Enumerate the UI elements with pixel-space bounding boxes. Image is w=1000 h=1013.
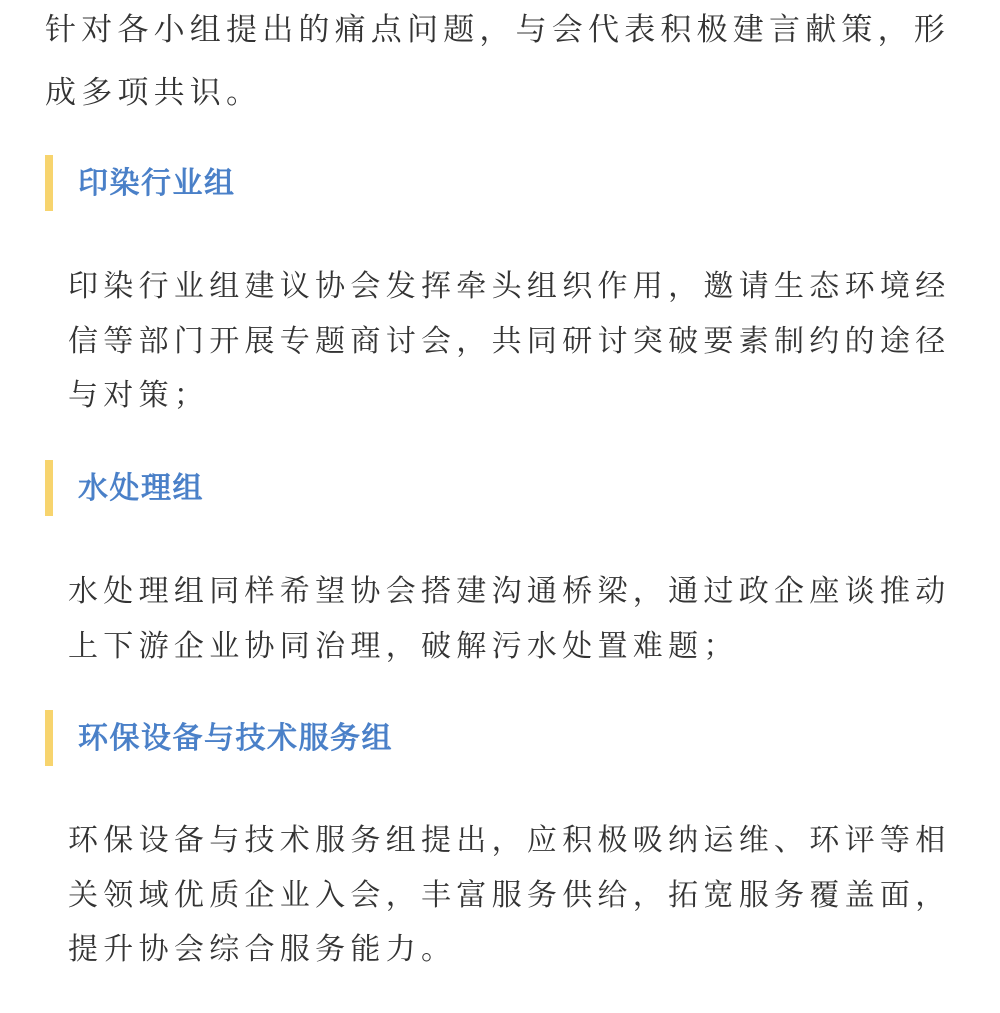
section-body-water-treatment: 水处理组同样希望协会搭建沟通桥梁，通过政企座谈推动上下游企业协同治理，破解污水处置难题； [68,574,951,664]
section-heading-text: 印染行业组 [78,166,236,201]
heading-accent-bar [45,155,53,211]
heading-accent-bar [45,460,53,516]
section-heading-text: 环保设备与技术服务组 [78,721,393,756]
section-heading-printing-dyeing [45,155,645,211]
intro-paragraph: 针对各小组提出的痛点问题，与会代表积极建言献策，形成多项共识。 [45,12,950,111]
section-body-printing-dyeing: 印染行业组建议协会发挥牵头组织作用，邀请生态环境经信等部门开展专题商讨会，共同研讨突破要素制约的途径与对策； [68,269,951,413]
section-heading-text: 水处理组 [78,471,204,506]
heading-accent-bar [45,710,53,766]
section-heading-env-equipment-services [45,710,645,766]
section-heading-water-treatment [45,460,645,516]
section-body-env-equipment-services: 环保设备与技术服务组提出，应积极吸纳运维、环评等相关领域优质企业入会，丰富服务供给，拓宽服务覆盖面，提升协会综合服务能力。 [68,823,951,967]
